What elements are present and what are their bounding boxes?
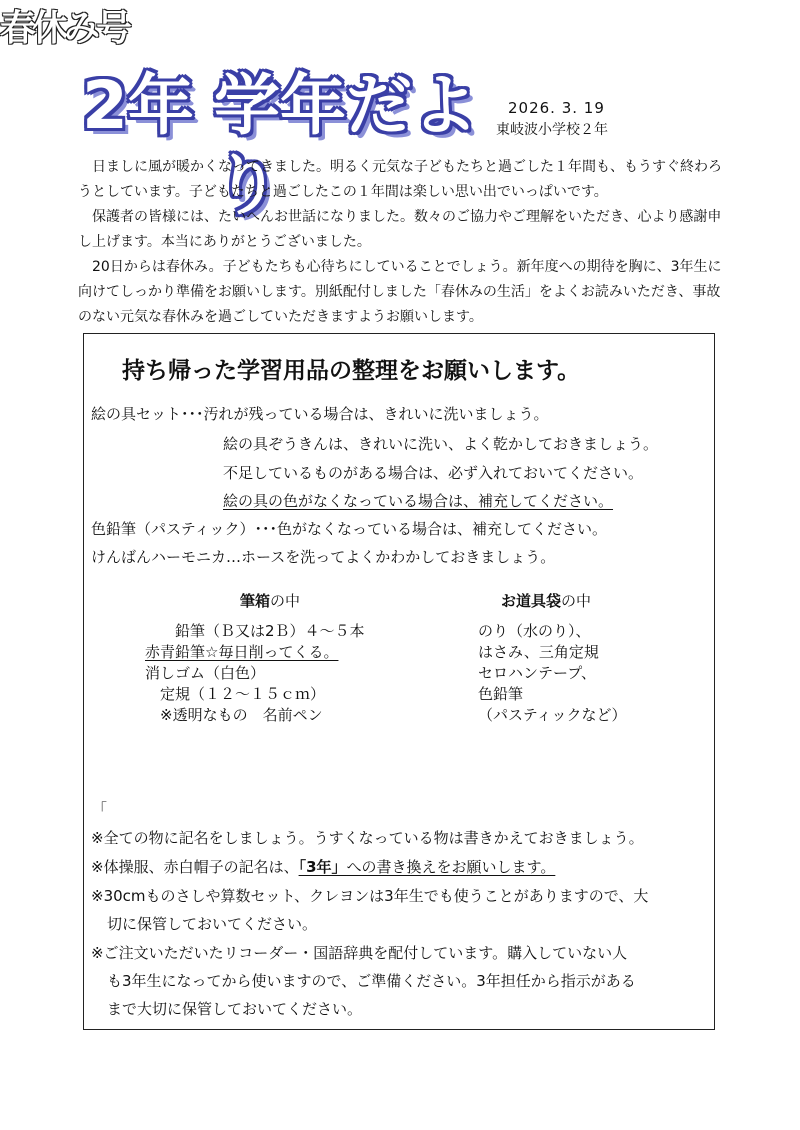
note-keep-supplies-cont: 切に保管しておいてください。 bbox=[107, 915, 318, 933]
issue-label bbox=[0, 0, 129, 60]
tool-bag-title-rest: の中 bbox=[561, 592, 592, 610]
note-grade-emphasis: 「3年」 bbox=[298, 858, 347, 876]
paint-missing-line: 不足しているものがある場合は、必ず入れておいてください。 bbox=[223, 464, 644, 482]
color-pencil-line: 色鉛筆（パスティック）･･･色がなくなっている場合は、補充してください。 bbox=[91, 520, 608, 538]
box-title: 持ち帰った学習用品の整理をお願いします。 bbox=[122, 358, 581, 384]
title-grade: 2年 bbox=[82, 67, 194, 144]
tool-bag-item: （パスティックなど） bbox=[478, 706, 627, 724]
pencil-case-item: 鉛筆（Ｂ又は2Ｂ）４～５本 bbox=[175, 622, 365, 640]
paint-refill-line: 絵の具の色がなくなっている場合は、補充してください。 bbox=[223, 492, 614, 510]
school-name: 東岐波小学校２年 bbox=[496, 122, 608, 138]
note-label-items bbox=[91, 827, 644, 848]
note-keep-supplies: ※30cmものさしや算数セット、クレヨンは3年生でも使うことがありますので、大 bbox=[91, 887, 649, 905]
paint-set-line: 絵の具セット･･･汚れが残っている場合は、きれいに洗いましょう。 bbox=[91, 405, 549, 423]
pencil-case-item: ※透明なもの 名前ペン bbox=[160, 706, 323, 724]
note-recorder: ※ご注文いただいたリコーダー・国語辞典を配付しています。購入していない人 bbox=[91, 944, 628, 962]
pencil-case-item: 定規（１２～１５ｃｍ） bbox=[160, 685, 326, 703]
harmonica-line: けんばんハーモニカ…ホースを洗ってよくかわかしておきましょう。 bbox=[91, 548, 556, 566]
paint-rag-line: 絵の具ぞうきんは、きれいに洗い、よく乾かしておきましょう。 bbox=[223, 435, 659, 453]
issue-date: 2026. 3. 19 bbox=[508, 99, 605, 117]
note-text: ※体操服、赤白帽子の記名は、 bbox=[91, 858, 299, 876]
title-main: 学年だより bbox=[214, 67, 478, 224]
note-recorder-cont: も3年生になってから使いますので、ご準備ください。3年担任から指示がある bbox=[107, 972, 636, 990]
stray-bracket: 「 bbox=[92, 800, 108, 818]
intro-paragraph: 保護者の皆様には、たいへんお世話になりました。数々のご協力やご理解をいただき、心より感謝申し上げます。本当にありがとうございました。 bbox=[78, 209, 722, 250]
intro-text bbox=[78, 155, 728, 330]
intro-paragraph: 20日からは春休み。子どもたちも心待ちにしていることでしょう。新年度への期待を胸に、3年生に向けてしっかり準備をお願いします。別紙配付しました「春休みの生活」をよくお読みいただき、事故のない元気な春休みを過ごしていただきますようお願いします。 bbox=[78, 259, 722, 325]
tool-bag-item: はさみ、三角定規 bbox=[478, 643, 599, 661]
note-text: ※全ての物に記名をしましょう。うすくなっている物は書きかえておきましょう。 bbox=[91, 829, 644, 847]
pencil-case-item: 赤青鉛筆☆毎日削ってくる。 bbox=[145, 643, 339, 661]
pencil-case-title-rest: の中 bbox=[270, 592, 301, 610]
intro-paragraph: 日ましに風が暖かくなってきました。明るく元気な子どもたちと過ごした１年間も、もうすぐ終わろうとしています。子どもたちと過ごしたこの１年間は楽しい思い出でいっぱいです。 bbox=[78, 159, 722, 200]
note-recorder-cont: まで大切に保管しておいてください。 bbox=[107, 1000, 363, 1018]
tool-bag-item: のり（水のり）、 bbox=[478, 622, 591, 640]
pencil-case-item: 消しゴム（白色） bbox=[145, 664, 266, 682]
note-text: への書き換えをお願いします。 bbox=[346, 858, 556, 876]
tool-bag-item: セロハンテープ、 bbox=[478, 664, 597, 682]
pencil-case-title bbox=[240, 590, 300, 611]
pencil-case-title-bold: 筆箱 bbox=[240, 592, 271, 610]
issue-label-text: 春休み号 bbox=[0, 8, 129, 49]
tool-bag-title bbox=[501, 590, 591, 611]
tool-bag-item: 色鉛筆 bbox=[478, 685, 524, 703]
tool-bag-title-bold: お道具袋 bbox=[501, 592, 562, 610]
note-rename bbox=[91, 856, 555, 877]
